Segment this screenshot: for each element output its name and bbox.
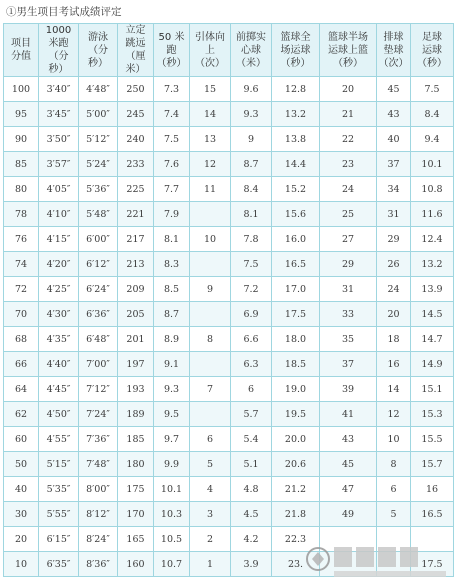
column-header: 足球 运球 （秒） xyxy=(411,24,454,77)
table-cell: 4′45″ xyxy=(39,377,79,402)
table-cell xyxy=(411,527,454,552)
table-cell: 8.1 xyxy=(154,227,190,252)
table-cell: 40 xyxy=(377,127,411,152)
table-cell: 19.5 xyxy=(272,402,320,427)
table-cell: 7.8 xyxy=(231,227,272,252)
table-cell: 24 xyxy=(320,177,377,202)
table-cell: 8.7 xyxy=(231,152,272,177)
table-row xyxy=(4,502,454,527)
table-cell: 14.5 xyxy=(411,302,454,327)
table-cell: 6 xyxy=(231,377,272,402)
table-cell: 3′45″ xyxy=(39,102,79,127)
table-cell: 80 xyxy=(4,177,39,202)
table-cell: 5 xyxy=(377,502,411,527)
table-cell: 7′24″ xyxy=(79,402,118,427)
table-cell: 12 xyxy=(377,402,411,427)
column-header: 排球 垫球 （次） xyxy=(377,24,411,77)
table-cell: 9.5 xyxy=(154,402,190,427)
table-body xyxy=(4,77,454,577)
table-cell: 9.1 xyxy=(154,352,190,377)
table-cell: 6 xyxy=(377,477,411,502)
table-cell: 18.5 xyxy=(272,352,320,377)
table-cell: 19.0 xyxy=(272,377,320,402)
table-cell: 29 xyxy=(320,252,377,277)
table-cell: 64 xyxy=(4,377,39,402)
table-cell: 14.7 xyxy=(411,327,454,352)
table-cell: 9.4 xyxy=(411,127,454,152)
table-cell: 16 xyxy=(411,477,454,502)
table-cell: 95 xyxy=(4,102,39,127)
table-cell: 9 xyxy=(190,277,231,302)
table-cell xyxy=(190,402,231,427)
table-cell: 1 xyxy=(190,552,231,577)
table-cell: 7.5 xyxy=(154,127,190,152)
table-cell: 4′15″ xyxy=(39,227,79,252)
table-cell: 10.5 xyxy=(154,527,190,552)
table-cell: 10 xyxy=(377,427,411,452)
table-cell: 8.4 xyxy=(411,102,454,127)
table-cell: 45 xyxy=(320,452,377,477)
table-cell: 9.3 xyxy=(154,377,190,402)
table-cell: 8.4 xyxy=(231,177,272,202)
table-cell xyxy=(190,302,231,327)
table-cell: 16 xyxy=(377,352,411,377)
table-cell: 66 xyxy=(4,352,39,377)
table-cell: 3′40″ xyxy=(39,77,79,102)
table-cell: 7.4 xyxy=(154,102,190,127)
table-row xyxy=(4,102,454,127)
table-cell: 8′12″ xyxy=(79,502,118,527)
table-row xyxy=(4,552,454,577)
table-cell: 6′15″ xyxy=(39,527,79,552)
table-row xyxy=(4,352,454,377)
table-cell: 43 xyxy=(377,102,411,127)
column-header: 游泳 （分 秒） xyxy=(79,24,118,77)
column-header: 引体向 上 （次） xyxy=(190,24,231,77)
table-cell: 7.5 xyxy=(411,77,454,102)
table-row xyxy=(4,227,454,252)
table-cell: 12 xyxy=(190,152,231,177)
table-cell: 13.2 xyxy=(272,102,320,127)
table-cell: 225 xyxy=(118,177,154,202)
table-row xyxy=(4,452,454,477)
table-cell: 9.7 xyxy=(154,427,190,452)
table-cell: 197 xyxy=(118,352,154,377)
table-cell: 23 xyxy=(320,152,377,177)
table-cell: 5′00″ xyxy=(79,102,118,127)
table-cell xyxy=(320,527,377,552)
table-cell: 13.2 xyxy=(411,252,454,277)
table-row xyxy=(4,152,454,177)
table-cell: 9.3 xyxy=(231,102,272,127)
table-cell: 4′55″ xyxy=(39,427,79,452)
table-cell: 10.1 xyxy=(154,477,190,502)
table-row xyxy=(4,252,454,277)
table-cell: 18 xyxy=(377,327,411,352)
table-cell: 209 xyxy=(118,277,154,302)
table-cell: 43 xyxy=(320,427,377,452)
table-cell: 165 xyxy=(118,527,154,552)
table-cell: 4′48″ xyxy=(79,77,118,102)
table-cell: 22 xyxy=(320,127,377,152)
table-cell: 8.3 xyxy=(154,252,190,277)
table-cell: 33 xyxy=(320,302,377,327)
table-cell: 8′36″ xyxy=(79,552,118,577)
table-cell: 8 xyxy=(190,327,231,352)
table-cell: 16.0 xyxy=(272,227,320,252)
table-cell: 185 xyxy=(118,427,154,452)
table-cell: 15 xyxy=(190,77,231,102)
table-row xyxy=(4,402,454,427)
table-cell: 100 xyxy=(4,77,39,102)
table-cell: 4′35″ xyxy=(39,327,79,352)
header-row xyxy=(4,24,454,77)
table-cell: 205 xyxy=(118,302,154,327)
table-cell: 8′00″ xyxy=(79,477,118,502)
table-cell: 11 xyxy=(190,177,231,202)
table-cell: 31 xyxy=(320,277,377,302)
table-cell: 8.9 xyxy=(154,327,190,352)
table-cell: 68 xyxy=(4,327,39,352)
table-cell: 245 xyxy=(118,102,154,127)
table-cell: 20 xyxy=(4,527,39,552)
table-cell: 8 xyxy=(377,452,411,477)
table-cell: 22.3 xyxy=(272,527,320,552)
table-cell: 74 xyxy=(4,252,39,277)
table-cell: 193 xyxy=(118,377,154,402)
table-cell: 39 xyxy=(320,377,377,402)
table-cell: 37 xyxy=(377,152,411,177)
table-cell: 10.8 xyxy=(411,177,454,202)
table-cell: 7′36″ xyxy=(79,427,118,452)
table-cell: 7 xyxy=(190,377,231,402)
table-cell: 21.2 xyxy=(272,477,320,502)
column-header: 篮球半场 运球上篮 （秒） xyxy=(320,24,377,77)
table-cell: 7′00″ xyxy=(79,352,118,377)
table-cell: 6′36″ xyxy=(79,302,118,327)
table-cell: 21 xyxy=(320,102,377,127)
table-cell: 26 xyxy=(377,252,411,277)
table-cell: 7.9 xyxy=(154,202,190,227)
table-cell: 201 xyxy=(118,327,154,352)
table-row xyxy=(4,277,454,302)
table-cell: 17.5 xyxy=(272,302,320,327)
table-cell xyxy=(190,352,231,377)
table-cell: 9.6 xyxy=(231,77,272,102)
table-cell: 13.8 xyxy=(272,127,320,152)
table-cell: 12.8 xyxy=(272,77,320,102)
table-cell: 6.9 xyxy=(231,302,272,327)
table-cell: 4′40″ xyxy=(39,352,79,377)
table-cell: 47 xyxy=(320,477,377,502)
table-cell: 10.7 xyxy=(154,552,190,577)
table-cell: 8.7 xyxy=(154,302,190,327)
score-table xyxy=(3,23,454,577)
table-cell: 4.5 xyxy=(231,502,272,527)
table-cell: 15.6 xyxy=(272,202,320,227)
table-cell: 5′48″ xyxy=(79,202,118,227)
table-cell: 41 xyxy=(320,402,377,427)
table-cell: 189 xyxy=(118,402,154,427)
table-cell: 6′24″ xyxy=(79,277,118,302)
table-cell: 233 xyxy=(118,152,154,177)
table-cell: 37 xyxy=(320,352,377,377)
table-cell: 30 xyxy=(4,502,39,527)
table-cell: 3.9 xyxy=(231,552,272,577)
table-cell: 14 xyxy=(377,377,411,402)
table-cell: 5′55″ xyxy=(39,502,79,527)
table-cell: 5′36″ xyxy=(79,177,118,202)
table-cell: 16.5 xyxy=(272,252,320,277)
table-cell: 24 xyxy=(377,277,411,302)
table-cell: 10 xyxy=(4,552,39,577)
table-cell: 17.5 xyxy=(411,552,454,577)
column-header: 篮球全 场运球 （秒） xyxy=(272,24,320,77)
table-cell xyxy=(190,202,231,227)
column-header: 立定 跳远 （厘 米） xyxy=(118,24,154,77)
table-cell: 6′48″ xyxy=(79,327,118,352)
table-cell: 170 xyxy=(118,502,154,527)
table-row xyxy=(4,327,454,352)
table-cell: 70 xyxy=(4,302,39,327)
column-header: 项目 分值 xyxy=(4,24,39,77)
table-cell: 35 xyxy=(320,327,377,352)
table-cell: 15.7 xyxy=(411,452,454,477)
table-cell: 18.0 xyxy=(272,327,320,352)
table-cell: 5.7 xyxy=(231,402,272,427)
table-row xyxy=(4,177,454,202)
table-cell: 2 xyxy=(190,527,231,552)
table-cell: 49 xyxy=(320,502,377,527)
table-caption: ①男生项目考试成绩评定 xyxy=(6,6,122,18)
table-cell: 20 xyxy=(320,77,377,102)
table-cell: 29 xyxy=(377,227,411,252)
table-cell: 13.9 xyxy=(411,277,454,302)
table-row xyxy=(4,427,454,452)
table-cell: 6′12″ xyxy=(79,252,118,277)
column-header: 50 米 跑 （秒） xyxy=(154,24,190,77)
table-cell: 4′30″ xyxy=(39,302,79,327)
table-cell: 5′15″ xyxy=(39,452,79,477)
table-cell: 45 xyxy=(377,77,411,102)
column-header: 1000 米跑 （分 秒） xyxy=(39,24,79,77)
table-cell: 72 xyxy=(4,277,39,302)
table-cell: 78 xyxy=(4,202,39,227)
table-row xyxy=(4,202,454,227)
table-cell: 34 xyxy=(377,177,411,202)
table-cell: 4 xyxy=(190,477,231,502)
table-cell: 60 xyxy=(4,427,39,452)
table-cell: 250 xyxy=(118,77,154,102)
table-cell: 15.2 xyxy=(272,177,320,202)
column-header: 前掷实 心球 （米） xyxy=(231,24,272,77)
table-row xyxy=(4,302,454,327)
table-cell: 11.6 xyxy=(411,202,454,227)
table-cell xyxy=(377,527,411,552)
table-cell: 6′35″ xyxy=(39,552,79,577)
table-cell: 4′10″ xyxy=(39,202,79,227)
table-cell: 4′05″ xyxy=(39,177,79,202)
table-cell: 5.4 xyxy=(231,427,272,452)
table-cell xyxy=(377,552,411,577)
table-cell: 50 xyxy=(4,452,39,477)
table-cell: 20.6 xyxy=(272,452,320,477)
table-cell: 6′00″ xyxy=(79,227,118,252)
table-cell: 3′50″ xyxy=(39,127,79,152)
table-cell: 62 xyxy=(4,402,39,427)
table-cell: 240 xyxy=(118,127,154,152)
table-cell: 221 xyxy=(118,202,154,227)
table-cell: 7′48″ xyxy=(79,452,118,477)
table-cell: 160 xyxy=(118,552,154,577)
table-cell: 17.0 xyxy=(272,277,320,302)
table-row xyxy=(4,127,454,152)
table-cell xyxy=(190,252,231,277)
table-cell: 9 xyxy=(231,127,272,152)
table-cell: 7.5 xyxy=(231,252,272,277)
table-cell: 7.3 xyxy=(154,77,190,102)
table-cell: 40 xyxy=(4,477,39,502)
table-cell: 14.9 xyxy=(411,352,454,377)
table-cell: 3′57″ xyxy=(39,152,79,177)
table-cell: 76 xyxy=(4,227,39,252)
table-cell: 8.1 xyxy=(231,202,272,227)
table-cell: 14 xyxy=(190,102,231,127)
table-cell: 217 xyxy=(118,227,154,252)
table-row xyxy=(4,527,454,552)
table-cell: 5 xyxy=(190,452,231,477)
table-cell: 85 xyxy=(4,152,39,177)
table-cell: 20 xyxy=(377,302,411,327)
table-cell: 12.4 xyxy=(411,227,454,252)
table-cell: 7.2 xyxy=(231,277,272,302)
table-cell: 13 xyxy=(190,127,231,152)
table-cell: 8′24″ xyxy=(79,527,118,552)
table-cell: 6.3 xyxy=(231,352,272,377)
table-row xyxy=(4,477,454,502)
table-cell: 16.5 xyxy=(411,502,454,527)
table-cell: 10 xyxy=(190,227,231,252)
table-cell: 180 xyxy=(118,452,154,477)
table-cell: 25 xyxy=(320,202,377,227)
table-cell: 7.7 xyxy=(154,177,190,202)
table-cell: 4.2 xyxy=(231,527,272,552)
table-cell: 27 xyxy=(320,227,377,252)
table-cell: 10.1 xyxy=(411,152,454,177)
table-cell: 6.6 xyxy=(231,327,272,352)
table-cell xyxy=(320,552,377,577)
table-cell: 31 xyxy=(377,202,411,227)
table-cell: 6 xyxy=(190,427,231,452)
table-cell: 4.8 xyxy=(231,477,272,502)
table-cell: 10.3 xyxy=(154,502,190,527)
table-row xyxy=(4,77,454,102)
table-cell: 23. xyxy=(272,552,320,577)
table-row xyxy=(4,377,454,402)
table-cell: 8.5 xyxy=(154,277,190,302)
table-cell: 9.9 xyxy=(154,452,190,477)
table-cell: 20.0 xyxy=(272,427,320,452)
table-cell: 15.3 xyxy=(411,402,454,427)
table-cell: 15.5 xyxy=(411,427,454,452)
table-cell: 90 xyxy=(4,127,39,152)
table-cell: 213 xyxy=(118,252,154,277)
table-cell: 7.6 xyxy=(154,152,190,177)
table-cell: 21.8 xyxy=(272,502,320,527)
table-cell: 14.4 xyxy=(272,152,320,177)
table-cell: 4′20″ xyxy=(39,252,79,277)
table-cell: 4′25″ xyxy=(39,277,79,302)
table-cell: 5′24″ xyxy=(79,152,118,177)
table-cell: 7′12″ xyxy=(79,377,118,402)
table-cell: 3 xyxy=(190,502,231,527)
table-cell: 175 xyxy=(118,477,154,502)
table-cell: 5′35″ xyxy=(39,477,79,502)
table-cell: 5′12″ xyxy=(79,127,118,152)
table-cell: 4′50″ xyxy=(39,402,79,427)
table-cell: 15.1 xyxy=(411,377,454,402)
table-cell: 5.1 xyxy=(231,452,272,477)
